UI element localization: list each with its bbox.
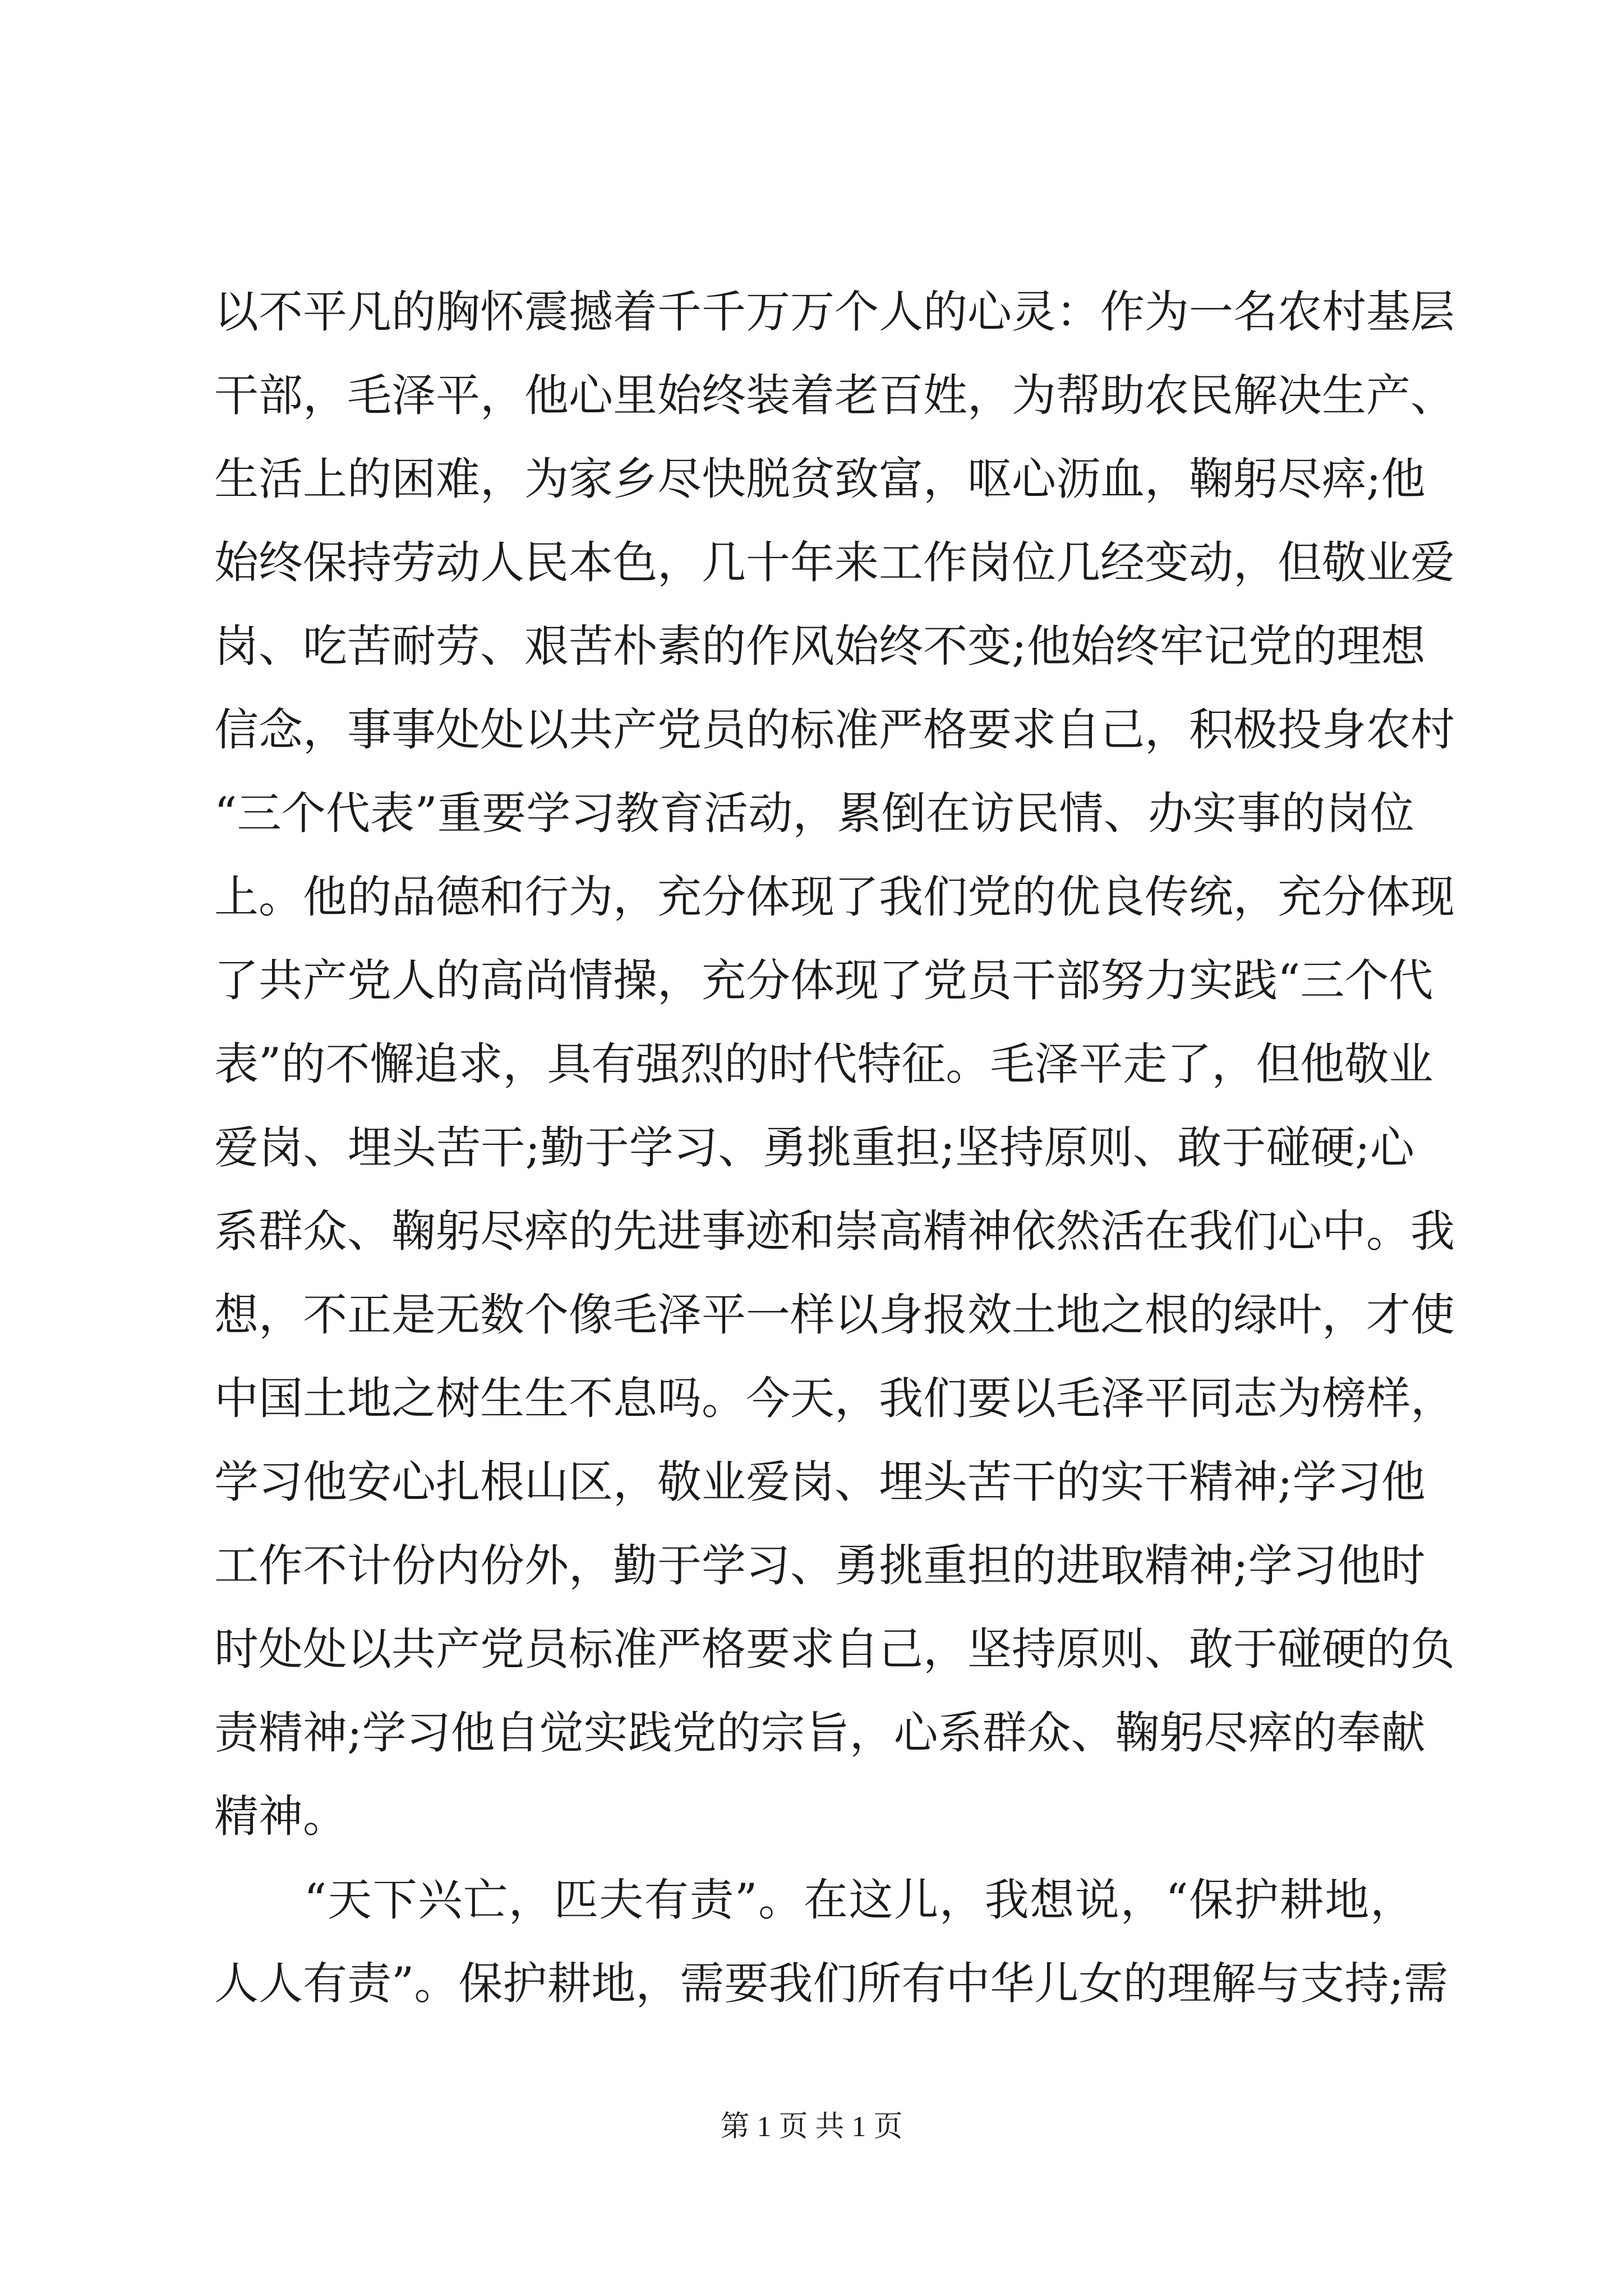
text-line: 始终保持劳动人民本色，几十年来工作岗位几经变动，但敬业爱 [214, 537, 1455, 588]
body-text [214, 270, 1455, 2026]
text-line: 时处处以共产党员标准严格要求自己，坚持原则、敢于碰硬的负 [214, 1623, 1455, 1675]
text-line: 以不平凡的胸怀震撼着千千万万个人的心灵：作为一名农村基层 [214, 286, 1455, 338]
text-line: 表”的不懈追求，具有强烈的时代特征。毛泽平走了，但他敬业 [214, 1038, 1433, 1090]
text-line: 信念，事事处处以共产党员的标准严格要求自己，积极投身农村 [214, 704, 1455, 756]
text-line: 工作不计份内份外，勤于学习、勇挑重担的进取精神;学习他时 [214, 1540, 1426, 1591]
text-line: 想，不正是无数个像毛泽平一样以身报效土地之根的绿叶，才使 [214, 1289, 1455, 1341]
text-line: 系群众、鞠躬尽瘁的先进事迹和崇高精神依然活在我们心中。我 [214, 1205, 1455, 1257]
text-line: 爱岗、埋头苦干;勤于学习、勇挑重担;坚持原则、敢于碰硬;心 [214, 1122, 1414, 1174]
text-line: 学习他安心扎根山区，敬业爱岗、埋头苦干的实干精神;学习他 [214, 1456, 1426, 1508]
text-line: 中国土地之树生生不息吗。今天，我们要以毛泽平同志为榜样， [214, 1373, 1455, 1424]
text-line: 岗、吃苦耐劳、艰苦朴素的作风始终不变;他始终牢记党的理想 [214, 620, 1426, 672]
text-line: “三个代表”重要学习教育活动，累倒在访民情、办实事的岗位 [214, 788, 1414, 839]
text-line: 精神。 [214, 1791, 347, 1842]
text-line: 生活上的困难，为家乡尽快脱贫致富，呕心沥血，鞠躬尽瘁;他 [214, 453, 1426, 505]
text-line: 人人有责”。保护耕地，需要我们所有中华儿女的理解与支持;需 [214, 1958, 1449, 2009]
text-line: 责精神;学习他自觉实践党的宗旨，心系群众、鞠躬尽瘁的奉献 [214, 1707, 1426, 1759]
page-footer: 第 1 页 共 1 页 [720, 2111, 903, 2143]
text-line: 上。他的品德和行为，充分体现了我们党的优良传统，充分体现 [214, 871, 1455, 923]
paragraph-first-line: “天下兴亡，匹夫有责”。在这儿，我想说，“保护耕地， [304, 1874, 1414, 1926]
text-line: 了共产党人的高尚情操，充分体现了党员干部努力实践“三个代 [214, 955, 1433, 1006]
text-line: 干部，毛泽平，他心里始终装着老百姓，为帮助农民解决生产、 [214, 370, 1455, 421]
